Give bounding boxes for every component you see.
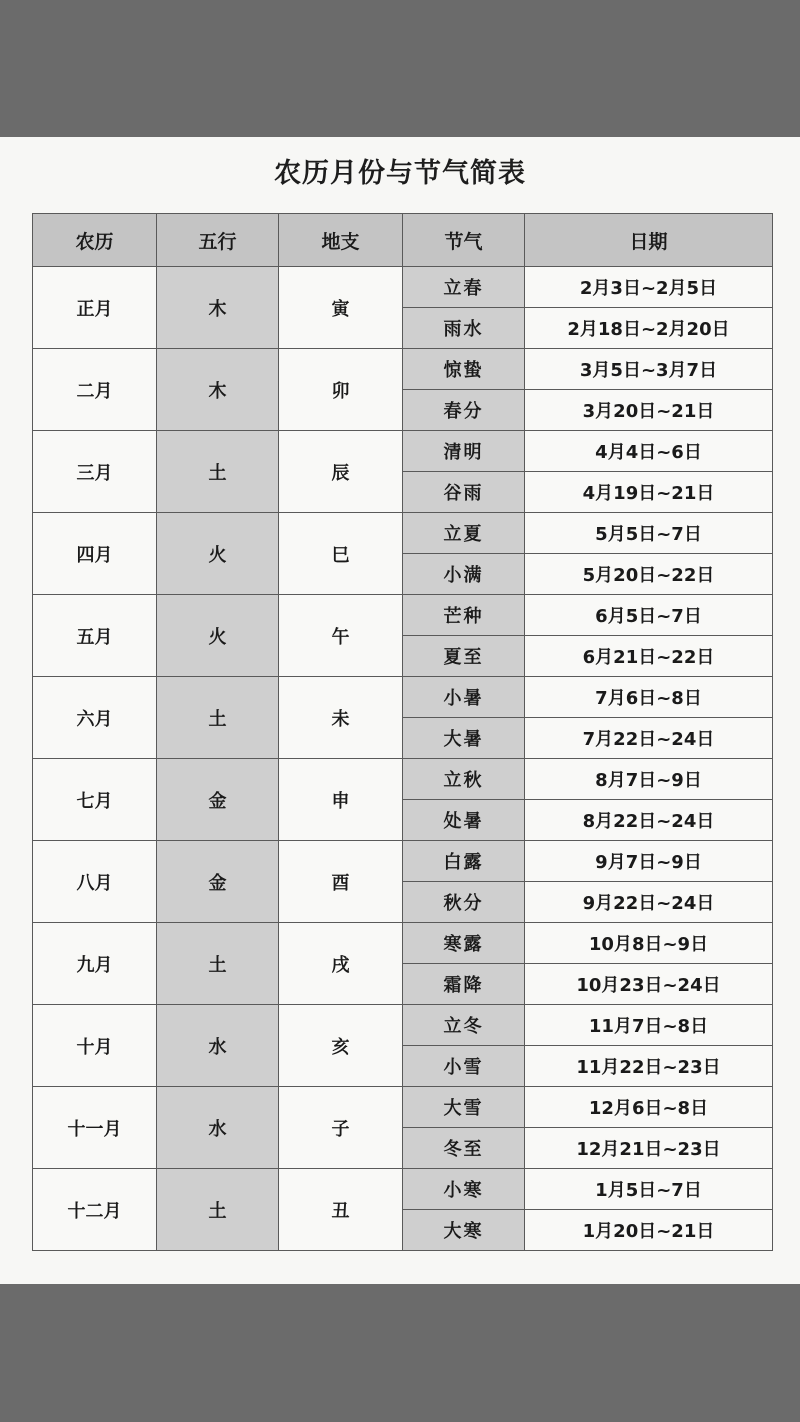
branch-cell: 亥 [279, 1005, 403, 1087]
date-cell: 8月22日~24日 [525, 800, 773, 841]
month-cell: 七月 [33, 759, 157, 841]
branch-cell: 辰 [279, 431, 403, 513]
table-body [33, 267, 773, 1251]
solar-term-cell: 芒种 [403, 595, 525, 636]
solar-term-cell: 寒露 [403, 923, 525, 964]
branch-cell: 巳 [279, 513, 403, 595]
document-page [0, 137, 800, 1284]
date-cell: 1月20日~21日 [525, 1210, 773, 1251]
table-row [33, 677, 773, 718]
solar-term-cell: 秋分 [403, 882, 525, 923]
element-cell: 木 [157, 349, 279, 431]
header-earthly-branch: 地支 [279, 214, 403, 267]
table-row [33, 1087, 773, 1128]
month-cell: 二月 [33, 349, 157, 431]
month-cell: 三月 [33, 431, 157, 513]
date-cell: 7月6日~8日 [525, 677, 773, 718]
month-cell: 四月 [33, 513, 157, 595]
table-row [33, 1005, 773, 1046]
date-cell: 12月21日~23日 [525, 1128, 773, 1169]
solar-term-cell: 清明 [403, 431, 525, 472]
solar-term-cell: 处暑 [403, 800, 525, 841]
solar-term-cell: 小寒 [403, 1169, 525, 1210]
bottom-gray-band [0, 1284, 800, 1422]
solar-term-cell: 立夏 [403, 513, 525, 554]
month-cell: 正月 [33, 267, 157, 349]
date-cell: 4月4日~6日 [525, 431, 773, 472]
branch-cell: 戌 [279, 923, 403, 1005]
branch-cell: 卯 [279, 349, 403, 431]
element-cell: 土 [157, 1169, 279, 1251]
table-row [33, 759, 773, 800]
date-cell: 11月7日~8日 [525, 1005, 773, 1046]
table-row [33, 841, 773, 882]
table-row [33, 595, 773, 636]
table-header [33, 214, 773, 267]
branch-cell: 酉 [279, 841, 403, 923]
element-cell: 土 [157, 431, 279, 513]
lunar-calendar-table [32, 213, 773, 1251]
solar-term-cell: 小暑 [403, 677, 525, 718]
solar-term-cell: 霜降 [403, 964, 525, 1005]
date-cell: 4月19日~21日 [525, 472, 773, 513]
table-row [33, 431, 773, 472]
solar-term-cell: 春分 [403, 390, 525, 431]
element-cell: 木 [157, 267, 279, 349]
solar-term-cell: 小雪 [403, 1046, 525, 1087]
date-cell: 3月20日~21日 [525, 390, 773, 431]
month-cell: 九月 [33, 923, 157, 1005]
header-row [33, 214, 773, 267]
branch-cell: 丑 [279, 1169, 403, 1251]
table-row [33, 349, 773, 390]
header-lunar-month: 农历 [33, 214, 157, 267]
branch-cell: 午 [279, 595, 403, 677]
solar-term-cell: 谷雨 [403, 472, 525, 513]
date-cell: 6月5日~7日 [525, 595, 773, 636]
top-gray-band [0, 0, 800, 137]
date-cell: 5月5日~7日 [525, 513, 773, 554]
date-cell: 5月20日~22日 [525, 554, 773, 595]
solar-term-cell: 立春 [403, 267, 525, 308]
branch-cell: 子 [279, 1087, 403, 1169]
element-cell: 土 [157, 677, 279, 759]
date-cell: 12月6日~8日 [525, 1087, 773, 1128]
branch-cell: 未 [279, 677, 403, 759]
element-cell: 水 [157, 1005, 279, 1087]
date-cell: 10月8日~9日 [525, 923, 773, 964]
date-cell: 11月22日~23日 [525, 1046, 773, 1087]
date-cell: 7月22日~24日 [525, 718, 773, 759]
date-cell: 10月23日~24日 [525, 964, 773, 1005]
table-row [33, 267, 773, 308]
table-row [33, 513, 773, 554]
month-cell: 五月 [33, 595, 157, 677]
date-cell: 2月3日~2月5日 [525, 267, 773, 308]
element-cell: 土 [157, 923, 279, 1005]
date-cell: 8月7日~9日 [525, 759, 773, 800]
element-cell: 火 [157, 595, 279, 677]
solar-term-cell: 立秋 [403, 759, 525, 800]
solar-term-cell: 大暑 [403, 718, 525, 759]
solar-term-cell: 雨水 [403, 308, 525, 349]
solar-term-cell: 大寒 [403, 1210, 525, 1251]
month-cell: 十二月 [33, 1169, 157, 1251]
date-cell: 6月21日~22日 [525, 636, 773, 677]
solar-term-cell: 大雪 [403, 1087, 525, 1128]
header-solar-term: 节气 [403, 214, 525, 267]
month-cell: 十一月 [33, 1087, 157, 1169]
month-cell: 六月 [33, 677, 157, 759]
solar-term-cell: 夏至 [403, 636, 525, 677]
header-five-elements: 五行 [157, 214, 279, 267]
solar-term-cell: 小满 [403, 554, 525, 595]
element-cell: 水 [157, 1087, 279, 1169]
solar-term-cell: 白露 [403, 841, 525, 882]
solar-term-cell: 冬至 [403, 1128, 525, 1169]
month-cell: 八月 [33, 841, 157, 923]
date-cell: 9月7日~9日 [525, 841, 773, 882]
solar-term-cell: 惊蛰 [403, 349, 525, 390]
table-row [33, 923, 773, 964]
page-title: 农历月份与节气简表 [274, 158, 526, 189]
branch-cell: 申 [279, 759, 403, 841]
date-cell: 9月22日~24日 [525, 882, 773, 923]
header-date: 日期 [525, 214, 773, 267]
branch-cell: 寅 [279, 267, 403, 349]
element-cell: 火 [157, 513, 279, 595]
date-cell: 3月5日~3月7日 [525, 349, 773, 390]
element-cell: 金 [157, 841, 279, 923]
table-row [33, 1169, 773, 1210]
element-cell: 金 [157, 759, 279, 841]
solar-term-cell: 立冬 [403, 1005, 525, 1046]
date-cell: 2月18日~2月20日 [525, 308, 773, 349]
month-cell: 十月 [33, 1005, 157, 1087]
date-cell: 1月5日~7日 [525, 1169, 773, 1210]
